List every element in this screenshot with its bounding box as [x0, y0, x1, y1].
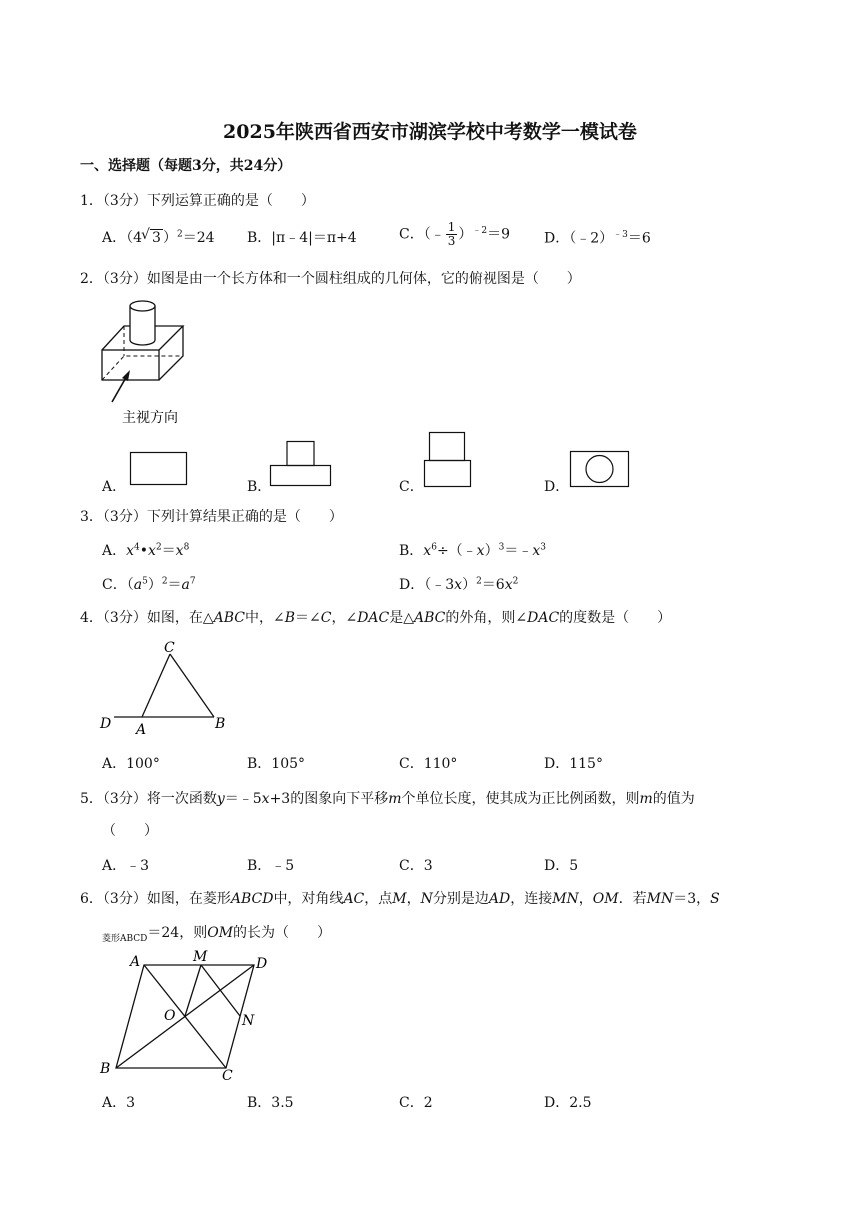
- q6-option-c: C．2: [399, 1095, 433, 1111]
- q1-option-d: D．（﹣2）$^{﹣3}$＝6: [544, 230, 651, 247]
- q5-option-c: C．3: [399, 858, 433, 874]
- q4-option-b: B．105°: [247, 756, 306, 772]
- label-b: B: [100, 1061, 111, 1077]
- q2-solid-figure: [96, 296, 196, 426]
- label-c: C: [164, 640, 175, 656]
- sqrt-symbol: √ 3: [150, 229, 163, 246]
- q4-option-d: D．115°: [544, 756, 603, 772]
- question-4-stem: 4．（3分）如图，在△ABC中，∠B＝∠C，∠DAC是△ABC的外角，则∠DAC的度数是（ ）: [80, 610, 672, 626]
- q3-option-b: B．$x^6\div(﹣x)^3=﹣x^3$: [399, 542, 546, 559]
- question-6-stem: 6．（3分）如图，在菱形ABCD中，对角线AC，点M，N分别是边AD，连接MN，OM．若MN＝3，S: [80, 891, 720, 907]
- label-o: O: [164, 1008, 176, 1024]
- q2-option-d-figure: [570, 451, 630, 489]
- fraction: $\frac{1}{3}$: [447, 220, 456, 248]
- q3-option-c: C．$(a^5)^2=a^7$: [102, 576, 196, 593]
- q5-option-a: A．﹣3: [102, 858, 150, 874]
- q3-option-d: D．$(﹣3x)^2=6x^2$: [399, 576, 519, 593]
- question-3-stem: 3．（3分）下列计算结果正确的是（ ）: [80, 509, 343, 525]
- q4-option-a: A．100°: [102, 756, 160, 772]
- label-c: C: [222, 1068, 233, 1084]
- q2-option-b: B．: [247, 479, 272, 495]
- label-n: N: [242, 1013, 255, 1029]
- q2-option-c: C．: [399, 479, 424, 495]
- q1-option-a: A．（4√ 3 ）$^2$＝24: [102, 227, 215, 247]
- question-6-stem-cont: $_{菱形ABCD}$＝24，则OM的长为（ ）: [102, 925, 332, 944]
- figure-caption: 主视方向: [122, 410, 178, 426]
- q1-option-c: C．（﹣ $\frac{1}{3}$ ）$^{﹣2}$＝9: [399, 220, 511, 248]
- label-d: D: [100, 716, 112, 732]
- q4-option-c: C．110°: [399, 756, 458, 772]
- q6-option-a: A．3: [102, 1095, 136, 1111]
- q2-option-a: A．: [102, 479, 127, 495]
- q5-option-d: D．5: [544, 858, 579, 874]
- label-d: D: [256, 956, 268, 972]
- q6-option-b: B．3.5: [247, 1095, 294, 1111]
- section-heading: 一、选择题（每题3分，共24分）: [80, 158, 292, 174]
- q2-option-b-figure: [270, 441, 332, 487]
- label-a: A: [136, 722, 147, 738]
- q2-option-c-figure: [424, 432, 472, 488]
- label-m: M: [193, 949, 208, 965]
- q3-option-a: A．$x^4•x^2=x^8$: [102, 542, 190, 559]
- question-2-stem: 2．（3分）如图是由一个长方体和一个圆柱组成的几何体，它的俯视图是（ ）: [80, 271, 581, 287]
- q1-option-b: B．|π﹣4|＝π+4: [247, 230, 357, 246]
- q6-option-d: D．2.5: [544, 1095, 592, 1111]
- q2-option-a-figure: [130, 452, 190, 486]
- label-a: A: [130, 954, 141, 970]
- q2-option-d: D．: [544, 479, 570, 495]
- q5-option-b: B．﹣5: [247, 858, 295, 874]
- question-5-stem: 5．（3分）将一次函数y＝﹣5x+3的图象向下平移m个单位长度，使其成为正比例函数，则m的值为: [80, 791, 695, 807]
- question-5-answer-paren: （ ）: [102, 823, 158, 839]
- question-1-stem: 1．（3分）下列运算正确的是（ ）: [80, 193, 315, 209]
- page-title: 2025年陕西省西安市湖滨学校中考数学一模试卷: [223, 121, 637, 143]
- q6-rhombus-figure: [98, 948, 278, 1084]
- label-b: B: [215, 716, 226, 732]
- q4-triangle-figure: [98, 636, 238, 740]
